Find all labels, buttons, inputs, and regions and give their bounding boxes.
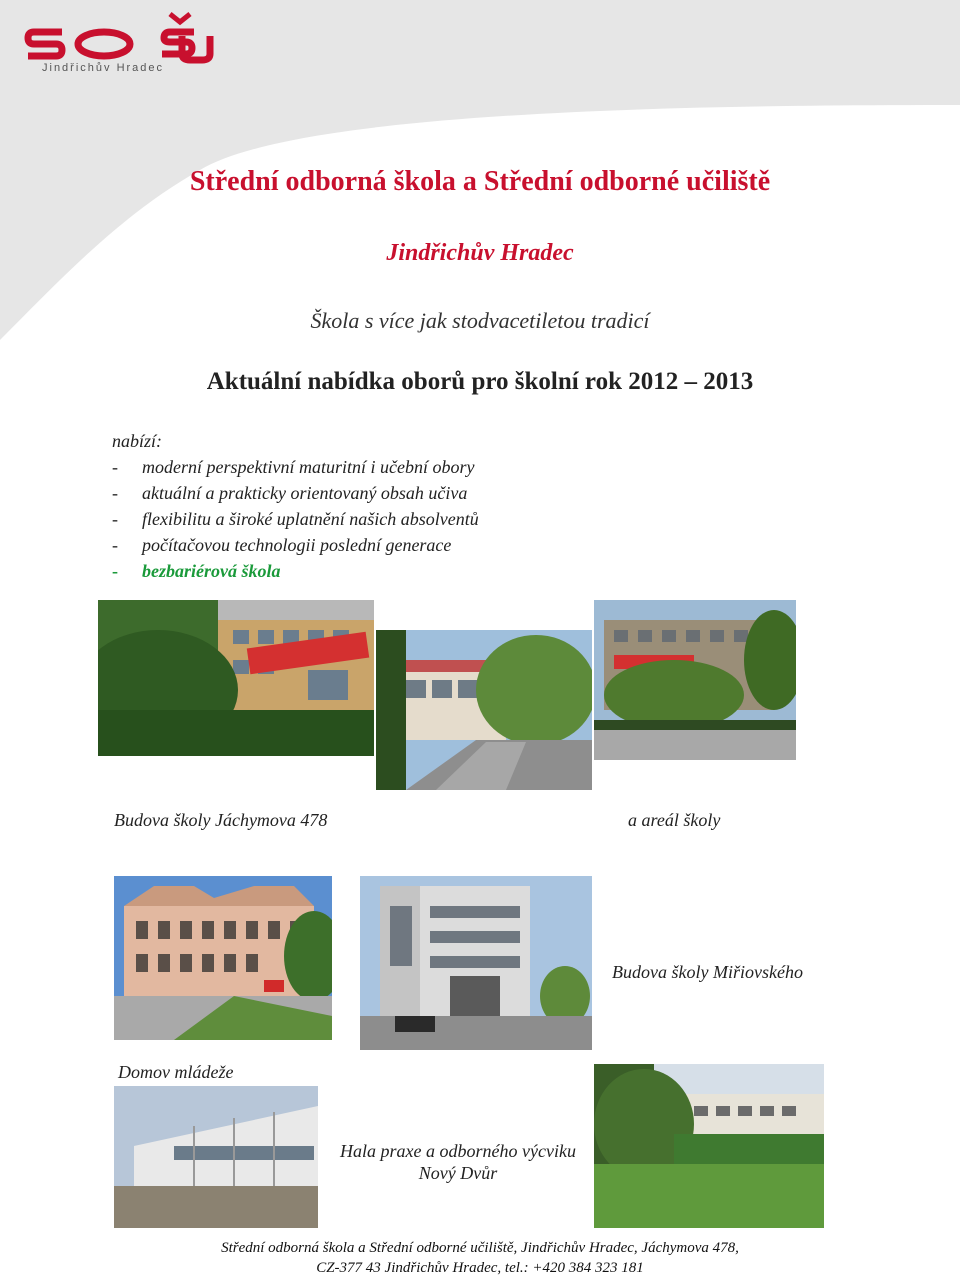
caption-jachymova: Budova školy Jáchymova 478 [114, 810, 328, 830]
photo-mirovskeho-building [360, 876, 592, 1050]
page-title: Střední odborná škola a Střední odborné učiliště [189, 166, 771, 197]
offers-list [112, 428, 479, 584]
offer-heading: Aktuální nabídka oborů pro školní rok 2012 – 2013 [206, 368, 754, 395]
list-item: - aktuální a prakticky orientovaný obsah učiva [112, 483, 468, 503]
photo-areal [594, 600, 796, 760]
photo-dormitory [114, 876, 332, 1040]
caption-domov: Domov mládeže [118, 1062, 234, 1082]
caption-mirovskeho: Budova školy Miřiovského [612, 962, 803, 982]
list-item: - moderní perspektivní maturitní i učební obory [112, 457, 475, 477]
list-item: - počítačovou technologii poslední generace [112, 535, 452, 555]
caption-areal: a areál školy [628, 810, 721, 830]
list-item-highlight: - bezbariérová škola [112, 561, 281, 581]
caption-hala: Hala praxe a odborného výcviku Nový Dvůr [340, 1141, 576, 1183]
photo-school-building [98, 600, 374, 756]
tagline: Škola s více jak stodvacetiletou tradicí [310, 308, 650, 333]
school-logo [22, 10, 222, 80]
photo-courtyard [376, 630, 592, 790]
list-item: - flexibilitu a široké uplatnění našich absolventů [112, 509, 479, 529]
photo-hall [114, 1086, 318, 1228]
offers-intro: nabízí: [112, 431, 163, 451]
page-subtitle: Jindřichův Hradec [386, 240, 574, 266]
logo-subtext: Jindřichův Hradec [42, 62, 165, 74]
footer-address: Střední odborná škola a Střední odborné učiliště, Jindřichův Hradec, Jáchymova 478, CZ-377 43 Jindřichův Hradec, tel.: +420 384 323 181 [221, 1240, 739, 1276]
photo-garden [594, 1064, 824, 1228]
